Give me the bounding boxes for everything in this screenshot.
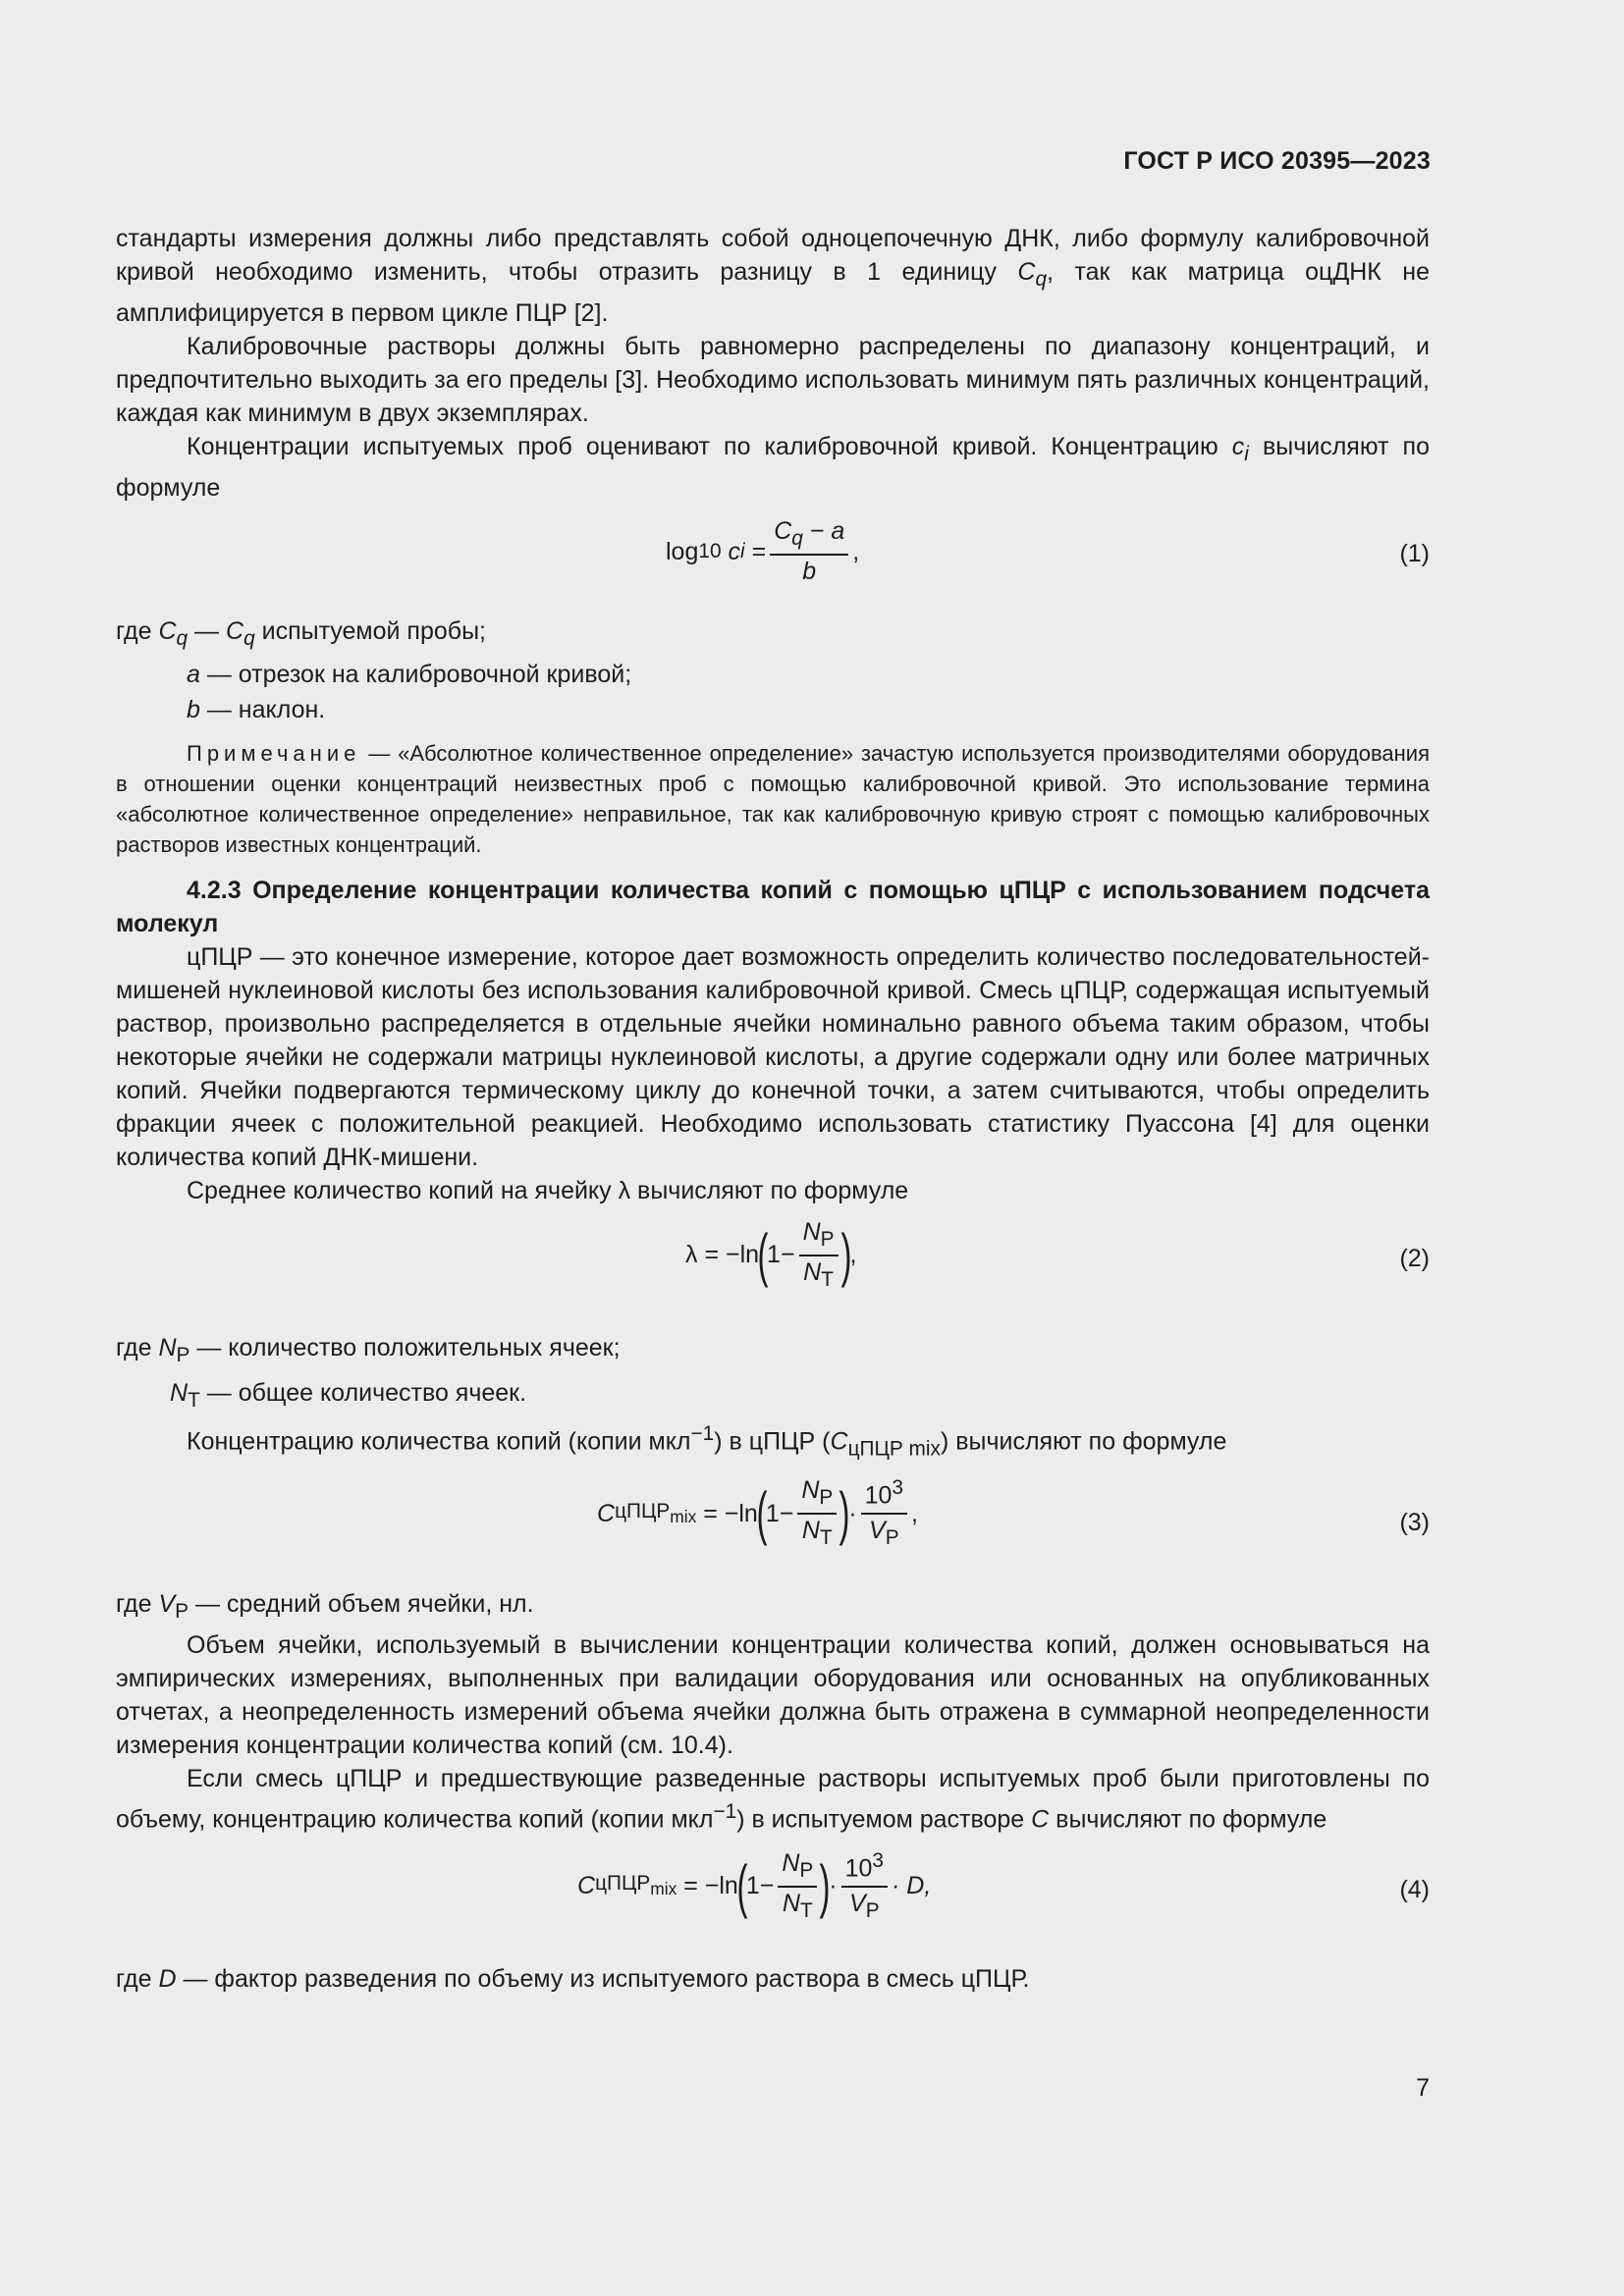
paragraph: Объем ячейки, используемый в вычислении концентрации количества копий, должен основываться на эмпирических измерениях, выполненных при валидации оборудования или основанных на опубликованных отчетах, а неопределенность измерений объема ячейки должна быть отражена в суммарной неопределенности измерения концентрации количества копий (см. 10.4). <box>116 1631 1430 1760</box>
fraction: $\frac{N_P}{N_T}$ <box>799 1219 839 1292</box>
paragraph: Концентрации испытуемых проб оценивают по калибровочной кривой. Концентрацию $c_i$ вычисляют по формуле <box>116 433 1430 502</box>
where-block-4: где D — фактор разведения по объему из испытуемого раствора в смесь цПЦР. <box>116 1964 1030 1993</box>
fraction: $\frac{10^3}{V_P}$ <box>861 1477 907 1550</box>
formula-number: (2) <box>1399 1245 1430 1272</box>
page-number: 7 <box>1416 2074 1430 2102</box>
where-block-2: где $N_P$ — количество положительных ячеек; $N_T$ — общее количество ячеек. <box>116 1334 621 1412</box>
formula-2: λ = −ln ( 1− $\frac{N_P}{N_T}$ ) , (2) <box>685 1218 1430 1291</box>
formula-number: (4) <box>1399 1875 1430 1903</box>
fraction: $\frac{N_P}{N_T}$ <box>797 1477 837 1550</box>
formula-4: C цПЦР$_{mix}$ = −ln ( 1− $\frac{N_P}{N_T}$ ) · $\frac{10^3}{V_P}$ · D, (4) <box>577 1848 1430 1922</box>
where-block-1: где $C_q$ — $C_q$ испытуемой пробы; a — отрезок на калибровочной кривой; b — наклон. <box>116 617 632 723</box>
paragraph: Если смесь цПЦР и предшествующие разведенные растворы испытуемых проб были приготовлены по объему, концентрацию количества копий (копии мкл$^{-1}$) в испытуемом растворе C вычисляют по формуле <box>116 1765 1430 1834</box>
section-heading: 4.2.3 Определение концентрации количества копий с помощью цПЦР с использованием подсчета молекул <box>116 877 1430 937</box>
where-block-3: где $V_P$ — средний объем ячейки, нл. <box>116 1590 534 1624</box>
paragraph: стандарты измерения должны либо представлять собой одноцепочечную ДНК, либо формулу калибровочной кривой необходимо изменить, чтобы отразить разницу в 1 единицу $C_q$, так как матрица оцДНК не амплифицируется в первом цикле ПЦР [2]. <box>116 225 1431 327</box>
paragraph: Калибровочные растворы должны быть равномерно распределены по диапазону концентраций, и предпочтительно выходить за его пределы [3]. Необходимо использовать минимум пять различных концентраций, каждая как минимум в двух экземплярах. <box>116 333 1430 427</box>
document-header: ГОСТ Р ИСО 20395—2023 <box>1123 147 1431 175</box>
paragraph: Среднее количество копий на ячейку λ вычисляют по формуле <box>187 1177 909 1204</box>
fraction: $\frac{N_P}{N_T}$ <box>778 1850 817 1923</box>
formula-1: log 10 c i = $\frac{C_q - a}{b}$ , (1) <box>666 517 1430 585</box>
fraction: $\frac{C_q - a}{b}$ <box>770 518 848 585</box>
note: Примечание — «Абсолютное количественное определение» зачастую используется производителями оборудования в отношении оценки концентраций неизвестных проб с помощью калибровочной кривой. Это использование термина «абсолютное количественное определение» неправильное, так как калибровочную кривую строят с помощью калибровочных растворов известных концентраций. <box>116 741 1430 857</box>
formula-3: C цПЦР$_{mix}$ = −ln ( 1− $\frac{N_P}{N_T}$ ) · $\frac{10^3}{V_P}$ , (3) <box>597 1476 1430 1550</box>
formula-number: (3) <box>1399 1509 1430 1537</box>
formula-number: (1) <box>1399 540 1430 567</box>
fraction: $\frac{10^3}{V_P}$ <box>841 1850 888 1923</box>
document-body <box>116 222 1430 1996</box>
paragraph: Концентрацию количества копий (копии мкл$^{-1}$) в цПЦР $(C_{цПЦР mix})$ вычисляют по формуле <box>187 1422 1227 1461</box>
paragraph: цПЦР — это конечное измерение, которое дает возможность определить количество последовательностей-мишеней нуклеиновой кислоты без использования калибровочной кривой. Смесь цПЦР, содержащая испытуемый раствор, произвольно распределяется в отдельные ячейки номинально равного объема таким образом, чтобы некоторые ячейки не содержали матрицы нуклеиновой кислоты, а другие содержали одну или более матричных копий. Ячейки подвергаются термическому циклу до конечной точки, а затем считываются, чтобы определить фракции ячеек с положительной реакцией. Необходимо использовать статистику Пуассона [4] для оценки количества копий ДНК-мишени. <box>116 943 1430 1171</box>
